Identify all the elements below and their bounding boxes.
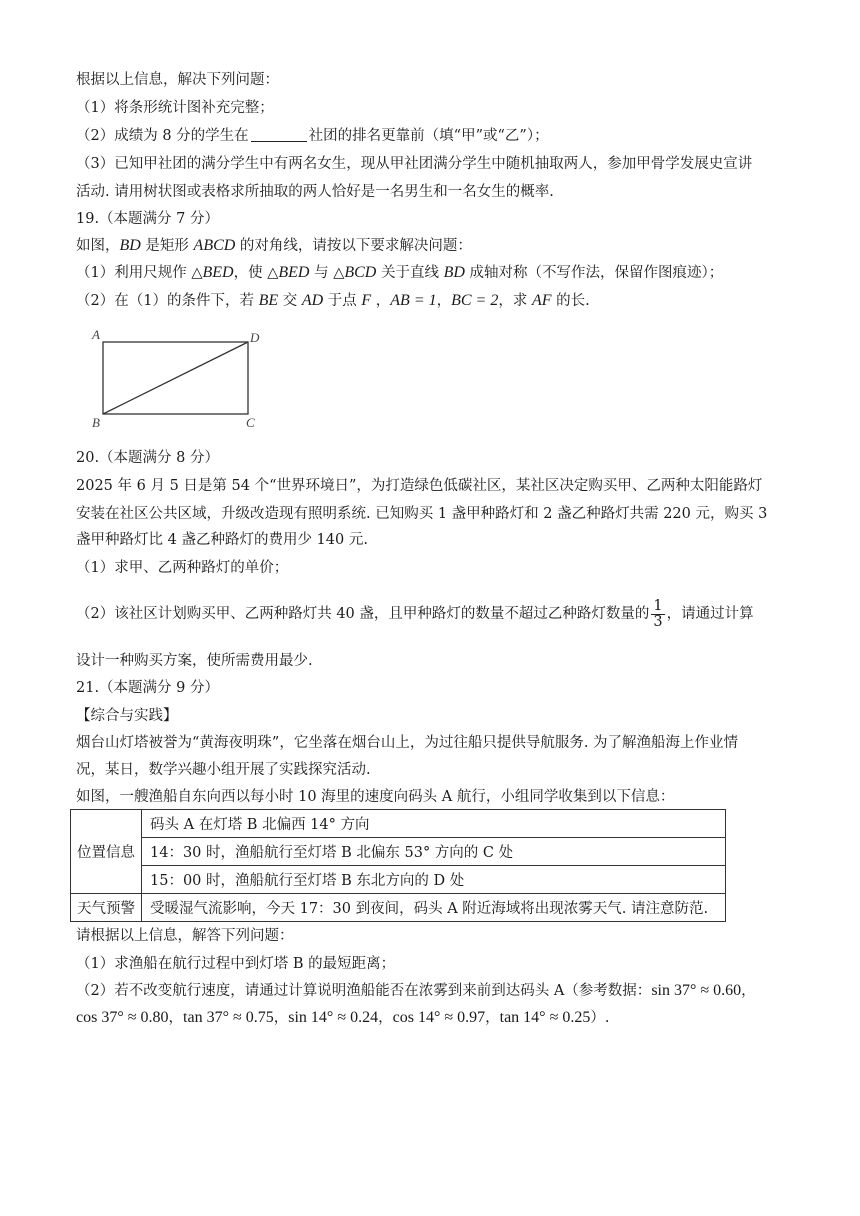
q20-part2: （2）该社区计划购买甲、乙两种路灯共 40 盏，且甲种路灯的数量不超过乙种路灯数量的 $\frac{1}{3}$ ，请通过计算 <box>76 597 754 630</box>
q20-text-line2: 安装在社区公共区域，升级改造现有照明系统. 已知购买 1 盏甲种路灯和 2 盏乙种路灯共需 220 元，购买 3 <box>76 506 768 522</box>
table-cell: 14：30 时，渔船航行至灯塔 B 北偏东 53° 方向的 C 处 <box>142 838 726 866</box>
q20-part1: （1）求甲、乙两种路灯的单价； <box>76 560 289 576</box>
q21-after-table: 请根据以上信息，解答下列问题： <box>76 928 294 944</box>
rectangle-figure <box>86 324 276 434</box>
q21-part2: （2）若不改变航行速度，请通过计算说明渔船能否在浓雾到来前到达码头 A（参考数据：sin 37° ≈ 0.60， <box>76 982 756 999</box>
q18-part3-line1: （3）已知甲社团的满分学生中有两名女生，现从甲社团满分学生中随机抽取两人，参加甲骨学发展史宣讲 <box>76 156 753 172</box>
q20-text-line1: 2025 年 6 月 5 日是第 54 个“世界环境日”，为打造绿色低碳社区，某社区决定购买甲、乙两种太阳能路灯 <box>76 478 763 494</box>
q20-text-line3: 盏甲种路灯比 4 盏乙种路灯的费用少 140 元. <box>76 532 368 548</box>
fraction-one-third: $\frac{1}{3}$ <box>653 597 663 630</box>
q19-part2: （2）在（1）的条件下，若 BE 交 AD 于点 F ，AB = 1，BC = 2，求 AF 的长. <box>76 292 590 309</box>
q21-text-line2: 况，某日，数学兴趣小组开展了实践探究活动. <box>76 762 371 778</box>
table-cell: 15：00 时，渔船航行至灯塔 B 东北方向的 D 处 <box>142 866 726 894</box>
q21-part2-data: cos 37° ≈ 0.80，tan 37° ≈ 0.75，sin 14° ≈ 0.24，cos 14° ≈ 0.97，tan 14° ≈ 0.25）. <box>76 1009 610 1026</box>
q21-text-line1: 烟台山灯塔被誉为“黄海夜明珠”，它坐落在烟台山上，为过往船只提供导航服务. 为了解渔船海上作业情 <box>76 735 739 751</box>
table-head-weather: 天气预警 <box>71 894 142 922</box>
q18-part2: （2）成绩为 8 分的学生在 社团的排名更靠前（填“甲”或“乙”）； <box>76 128 549 144</box>
label-b: B <box>92 415 100 430</box>
q19-title: 19.（本题满分 7 分） <box>76 211 220 227</box>
q18-intro: 根据以上信息，解决下列问题： <box>76 72 279 88</box>
answer-blank <box>251 127 307 142</box>
q21-title: 21.（本题满分 9 分） <box>76 680 220 696</box>
q21-part1: （1）求渔船在航行过程中到灯塔 B 的最短距离； <box>76 956 396 972</box>
table-row <box>71 810 726 838</box>
q20-part2-cont: 设计一种购买方案，使所需费用最少. <box>76 653 313 669</box>
label-c: C <box>246 415 255 430</box>
table-row <box>71 866 726 894</box>
table-cell: 码头 A 在灯塔 B 北偏西 14° 方向 <box>142 810 726 838</box>
table-head-location: 位置信息 <box>71 810 142 894</box>
table-cell: 受暖湿气流影响，今天 17：30 到夜间，码头 A 附近海域将出现浓雾天气. 请注意防范. <box>142 894 726 922</box>
q19-part1: （1）利用尺规作 △BED，使 △BED 与 △BCD 关于直线 BD 成轴对称（不写作法，保留作图痕迹）； <box>76 264 724 281</box>
q21-text-line3: 如图，一艘渔船自东向西以每小时 10 海里的速度向码头 A 航行，小组同学收集到以下信息： <box>76 789 675 805</box>
table-row <box>71 838 726 866</box>
table-row <box>71 894 726 922</box>
label-d: D <box>250 330 260 345</box>
q19-intro: 如图，BD 是矩形 ABCD 的对角线，请按以下要求解决问题： <box>76 237 472 254</box>
q18-part1: （1）将条形统计图补充完整； <box>76 100 274 116</box>
info-table <box>70 809 726 922</box>
label-a: A <box>92 327 100 342</box>
diagonal-bd <box>103 342 248 414</box>
q18-part3-line2: 活动. 请用树状图或表格求所抽取的两人恰好是一名男生和一名女生的概率. <box>76 184 554 200</box>
q21-section: 【综合与实践】 <box>76 708 178 724</box>
q20-title: 20.（本题满分 8 分） <box>76 450 220 466</box>
